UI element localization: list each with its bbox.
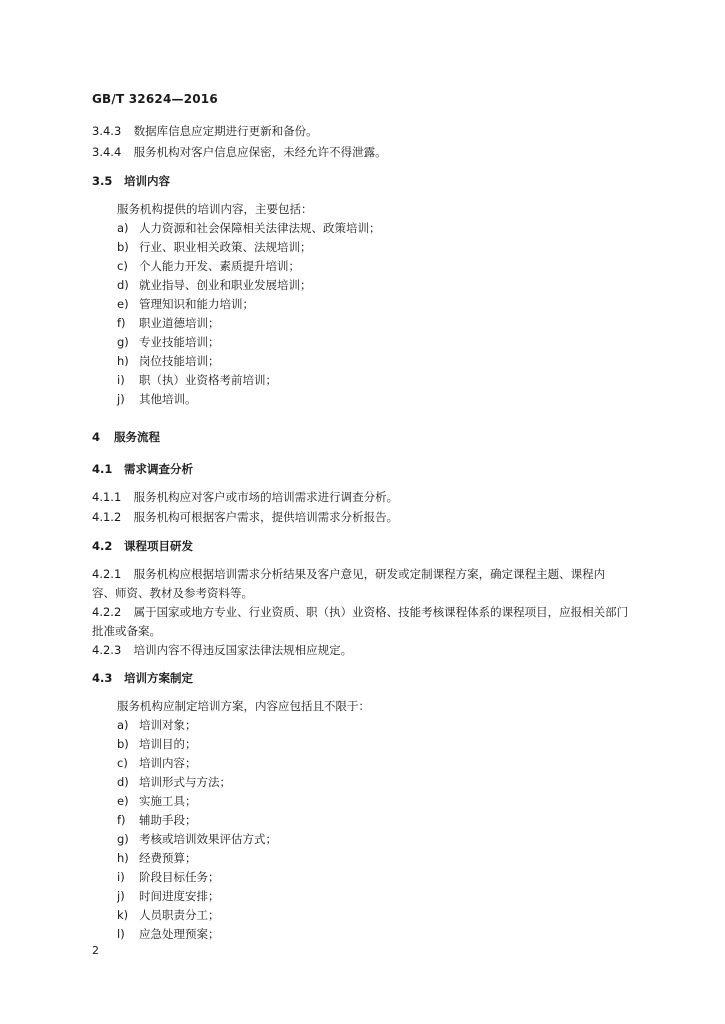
list-item: k) 人员职责分工； [117,908,220,922]
list-item: h) 经费预算； [117,851,197,865]
clause-text: 服务机构对客户信息应保密，未经允许不得泄露。 [133,145,387,159]
list-item: a) 人力资源和社会保障相关法律法规、政策培训； [117,221,381,235]
section-title: 服务流程 [114,430,161,444]
list-item: a) 培训对象； [117,718,197,732]
clause-number: 4.1.2 [92,510,122,524]
list-item: e) 实施工具； [117,794,197,808]
list-item: e) 管理知识和能力培训； [117,297,254,311]
list-item: f) 辅助手段； [117,813,197,827]
section-title: 需求调查分析 [124,462,194,476]
section-number: 4.1 [92,462,113,476]
list-item: d) 培训形式与方法； [117,775,231,789]
section-title: 培训方案制定 [124,671,194,685]
list-item: g) 考核或培训效果评估方式； [117,832,277,846]
clause-number: 4.2.3 [92,643,122,657]
clause-text: 培训内容不得违反国家法律法规相应规定。 [133,643,353,657]
list-item: g) 专业技能培训； [117,335,220,349]
clause-3-4-4 [92,145,387,159]
clause-4-1-1 [92,490,398,504]
list-item: l) 应急处理预案； [117,927,220,941]
clause-text: 属于国家或地方专业、行业资质、职（执）业资格、技能考核课程体系的课程项目，应报相关部门 [133,605,629,619]
section-4-heading [92,430,160,444]
section-4-1-heading [92,462,193,476]
list-item: c) 个人能力开发、素质提升培训； [117,259,300,273]
list-item: c) 培训内容； [117,756,197,770]
section-number: 4 [92,430,101,444]
clause-text: 服务机构应对客户或市场的培训需求进行调查分析。 [133,490,399,504]
section-3-5-heading [92,174,170,188]
clause-text: 数据库信息应定期进行更新和备份。 [133,124,318,138]
list-item: j) 时间进度安排； [117,889,220,903]
section-title: 培训内容 [124,174,171,188]
clause-text: 服务机构应根据培训需求分析结果及客户意见，研发或定制课程方案，确定课程主题、课程内 [133,567,606,581]
list-item: i) 阶段目标任务； [117,870,220,884]
section-4-3-heading [92,671,193,685]
section-4-2-heading [92,539,193,553]
clause-number: 3.4.4 [92,145,122,159]
clause-number: 4.2.2 [92,605,122,619]
list-item: f) 职业道德培训； [117,316,220,330]
clause-4-2-2-continued: 批准或备案。 [92,624,161,638]
page-number: 2 [92,944,99,957]
section-3-5-intro: 服务机构提供的培训内容，主要包括： [117,202,313,216]
clause-number: 3.4.3 [92,124,122,138]
section-number: 4.3 [92,671,113,685]
clause-3-4-3 [92,124,318,138]
standard-code-header: GB/T 32624—2016 [92,92,218,106]
list-item: i) 职（执）业资格考前培训； [117,373,277,387]
clause-text: 服务机构可根据客户需求，提供培训需求分析报告。 [133,510,399,524]
clause-number: 4.2.1 [92,567,122,581]
clause-4-2-1-continued: 容、师资、教材及参考资料等。 [92,586,253,600]
clause-4-2-3 [92,643,352,657]
section-number: 3.5 [92,174,113,188]
clause-number: 4.1.1 [92,490,122,504]
list-item: d) 就业指导、创业和职业发展培训； [117,278,312,292]
clause-4-2-2 [92,605,628,619]
clause-4-2-1 [92,567,605,581]
section-number: 4.2 [92,539,113,553]
section-title: 课程项目研发 [124,539,194,553]
list-item: b) 培训目的； [117,737,197,751]
list-item: b) 行业、职业相关政策、法规培训； [117,240,312,254]
section-4-3-intro: 服务机构应制定培训方案，内容应包括且不限于： [117,699,370,713]
clause-4-1-2 [92,510,398,524]
list-item: h) 岗位技能培训； [117,354,220,368]
list-item: j) 其他培训。 [117,392,197,406]
